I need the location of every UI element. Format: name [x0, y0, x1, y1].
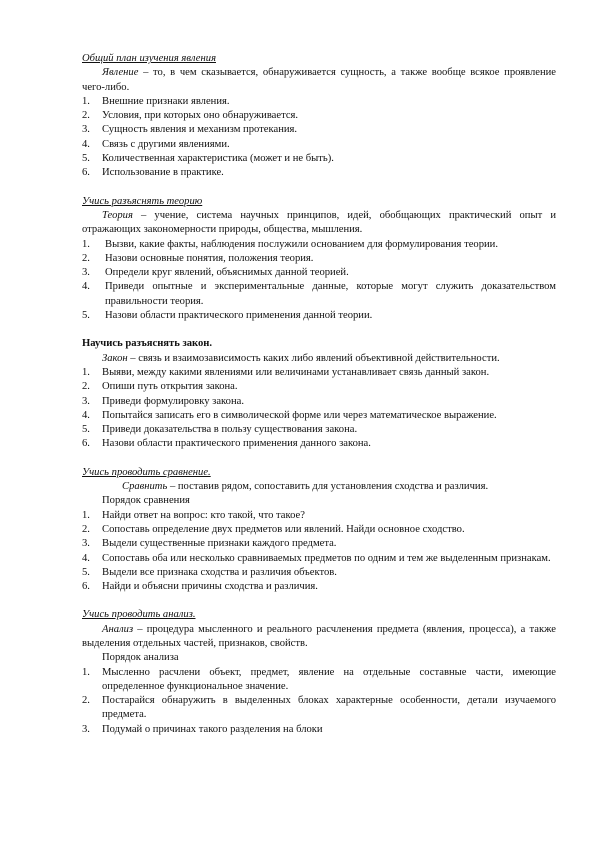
definition-text: – учение, система научных принципов, идей, обобщающих практический опыт и отражающих закономерности природы, общества, мышления. — [82, 209, 556, 236]
section-title: Научись разъяснять закон. — [82, 338, 213, 350]
definition — [82, 209, 556, 238]
list-item: 3. Сущность явления и механизм протекания. — [82, 124, 298, 136]
definition-text: – процедура мысленного и реального расчленения предмета (явления, процесса), а также выделения отдельных частей, признаков, свойств. — [82, 623, 556, 649]
definition — [82, 352, 556, 366]
list-item: 3. Выдели существенные признаки каждого предмета. — [82, 538, 337, 550]
subheading: Порядок сравнения — [102, 495, 190, 507]
list-item: 5. Назови области практического применения данной теории. — [82, 310, 373, 322]
list-item: 2. Назови основные понятия, положения теория. — [82, 252, 314, 264]
list-item: 5. Количественная характеристика (может и не быть). — [82, 153, 334, 165]
list-item: 4. Сопоставь оба или несколько сравниваемых предметов по одним и тем же выделенным признакам. — [82, 552, 551, 564]
list-item: 1. Внешние признаки явления. — [82, 95, 230, 107]
definition — [82, 480, 556, 494]
definition-text: – то, в чем сказывается, обнаруживается сущность, а также вообще всякое проявление чего-либо. — [82, 67, 556, 93]
list-item: 2. Опиши путь открытия закона. — [82, 381, 238, 393]
definition — [82, 623, 556, 652]
numbered-list — [82, 95, 556, 181]
list-item: 3. Приведи формулировку закона. — [82, 395, 244, 407]
section-theory — [82, 195, 556, 324]
numbered-list — [82, 509, 556, 595]
definition — [82, 66, 556, 95]
numbered-list — [82, 666, 556, 737]
term: Теория — [102, 209, 133, 221]
list-item: 4. Попытайся записать его в символической форме или через математическое выражение. — [82, 409, 497, 421]
list-item: 4. Приведи опытные и экспериментальные данные, которые могут служить доказательством правильности теория. — [82, 281, 556, 307]
section-phenomenon — [82, 52, 556, 181]
section-title: Учись проводить анализ. — [82, 609, 196, 621]
term: Сравнить — [122, 481, 168, 493]
list-item: 1. Вызви, какие факты, наблюдения послужили основанием для формулирования теории. — [82, 238, 498, 250]
list-item: 3. Подумай о причинах такого разделения на блоки — [82, 723, 323, 735]
numbered-list — [82, 238, 556, 324]
list-item: 6. Найди и объясни причины сходства и различия. — [82, 581, 318, 593]
section-title: Учись проводить сравнение. — [82, 466, 211, 478]
list-item: 4. Связь с другими явлениями. — [82, 138, 230, 150]
term: Анализ — [102, 623, 134, 635]
list-item: 2. Сопоставь определение двух предметов или явлений. Найди основное сходство. — [82, 523, 465, 535]
section-title: Учись разъяснять теорию — [82, 195, 203, 207]
term: Явление — [102, 67, 139, 79]
list-item: 1. Найди ответ на вопрос: кто такой, что такое? — [82, 509, 305, 521]
section-analysis — [82, 608, 556, 737]
section-law — [82, 337, 556, 451]
list-item: 2. Условия, при которых оно обнаруживается. — [82, 110, 299, 122]
list-item: 6. Назови области практического применения данного закона. — [82, 438, 371, 450]
section-comparison — [82, 466, 556, 595]
list-item: 1. Мысленно расчлени объект, предмет, явление на отдельные составные части, имеющие определенное функциональное значение. — [82, 666, 556, 692]
list-item: 6. Использование в практике. — [82, 167, 224, 179]
definition-text: – связь и взаимозависимость каких либо явлений объективной действительности. — [127, 352, 500, 364]
subheading: Порядок анализа — [102, 652, 179, 664]
document-page — [82, 52, 556, 737]
list-item: 5. Выдели все признака сходства и различия объектов. — [82, 566, 337, 578]
section-title: Общий план изучения явления — [82, 53, 216, 64]
numbered-list — [82, 366, 556, 452]
list-item: 5. Приведи доказательства в пользу существования закона. — [82, 424, 358, 436]
list-item: 3. Определи круг явлений, объяснимых данной теорией. — [82, 267, 349, 279]
list-item: 1. Выяви, между какими явлениями или величинами устанавливает связь данный закон. — [82, 366, 490, 378]
term: Закон — [102, 352, 128, 364]
definition-text: – поставив рядом, сопоставить для установления сходства и различия. — [167, 481, 489, 493]
list-item: 2. Постарайся обнаружить в выделенных блоках характерные особенности, детали изучаемого предмета. — [82, 695, 556, 721]
